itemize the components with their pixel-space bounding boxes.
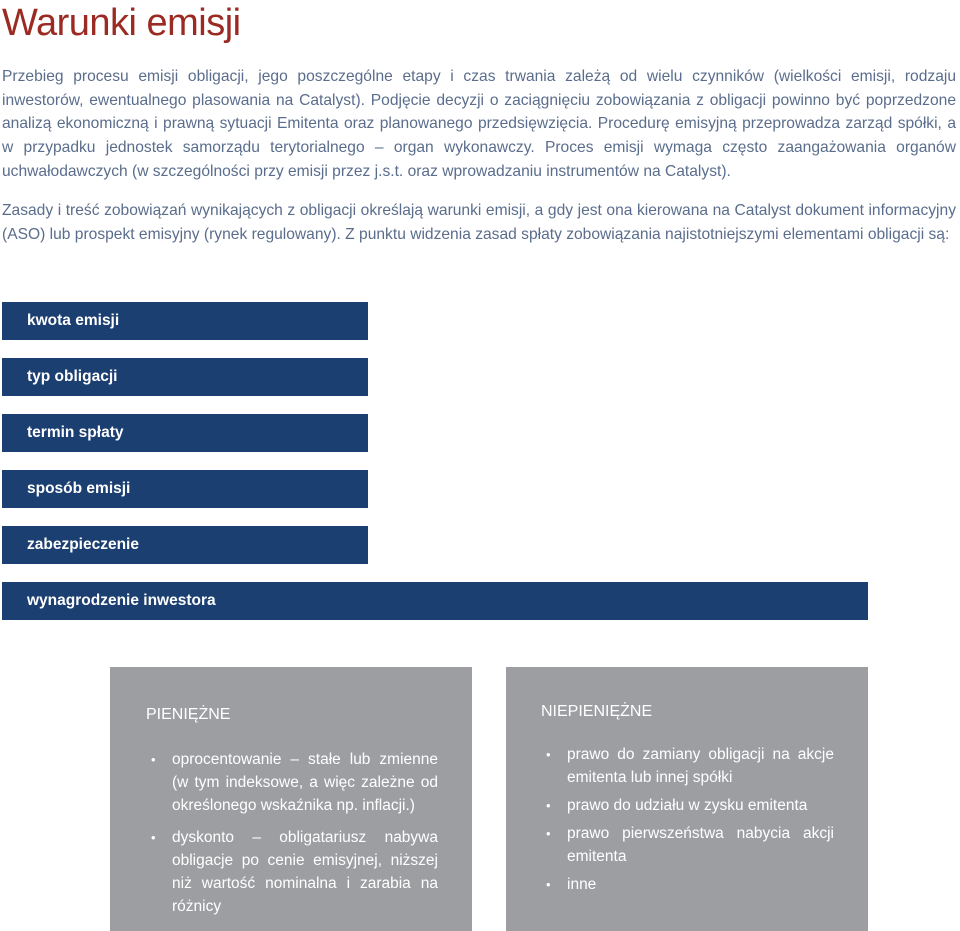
list-item-text: prawo pierwszeństwa nabycia akcji emitenta [567,825,834,865]
list-item [541,873,834,896]
bullet-icon: • [151,752,156,767]
element-bar-issue-method: sposób emisji [2,470,368,508]
bullet-icon: • [546,826,551,841]
monetary-box-title: PIENIĘŻNE [146,706,231,723]
non-monetary-box-title: NIEPIENIĘŻNE [541,703,653,720]
monetary-list [146,748,438,918]
list-item-text: oprocentowanie – stałe lub zmienne (w tym indeksowe, a więc zależne od określonego wskaźnika np. inflacji.) [172,751,438,814]
list-item-text: prawo do zamiany obligacji na akcje emitenta lub innej spółki [567,746,834,786]
bullet-icon: • [546,798,551,813]
bullet-icon: • [151,830,156,845]
non-monetary-list [541,743,834,896]
list-item-text: prawo do udziału w zysku emitenta [567,797,808,814]
list-item-text: dyskonto – obligatariusz nabywa obligacje po cenie emisyjnej, niższej niż wartość nominalna i zarabia na różnicy [172,829,438,915]
monetary-remuneration-box [110,667,472,931]
list-item [541,794,834,817]
bullet-icon: • [546,747,551,762]
element-bar-collateral: zabezpieczenie [2,526,368,564]
element-bar-investor-remuneration: wynagrodzenie inwestora [2,582,868,620]
list-item [146,748,438,817]
list-item [146,826,438,918]
list-item [541,743,834,789]
non-monetary-remuneration-box [506,667,868,931]
element-bar-maturity: termin spłaty [2,414,368,452]
terms-paragraph: Zasady i treść zobowiązań wynikających z obligacji określają warunki emisji, a gdy jest ona kierowana na Catalyst dokument informacyjny (ASO) lub prospekt emisyjny (rynek regulowany). Z punktu widzenia zasad spłaty zobowiązania najistotniejszymi elementami obligacji są: [2,202,956,243]
element-bar-bond-type: typ obligacji [2,358,368,396]
list-item [541,822,834,868]
page-title: Warunki emisji [2,2,241,44]
bullet-icon: • [546,877,551,892]
element-bar-issue-amount: kwota emisji [2,302,368,340]
list-item-text: inne [567,876,597,893]
intro-paragraph: Przebieg procesu emisji obligacji, jego poszczególne etapy i czas trwania zależą od wielu czynników (wielkości emisji, rodzaju inwestorów, ewentualnego plasowania na Catalyst). Podjęcie decyzji o zaciągnięciu zobowiązania z obligacji powinno być poprzedzone analizą ekonomiczną i prawną sytuacji Emitenta oraz planowanego przedsięwzięcia. Procedurę emisyjną przeprowadza zarząd spółki, a w przypadku jednostek samorządu terytorialnego – organ wykonawczy. Proces emisji wymaga często zaangażowania organów uchwałodawczych (w szczególności przy emisji przez j.s.t. oraz wprowadzaniu instrumentów na Catalyst). [2,68,956,180]
